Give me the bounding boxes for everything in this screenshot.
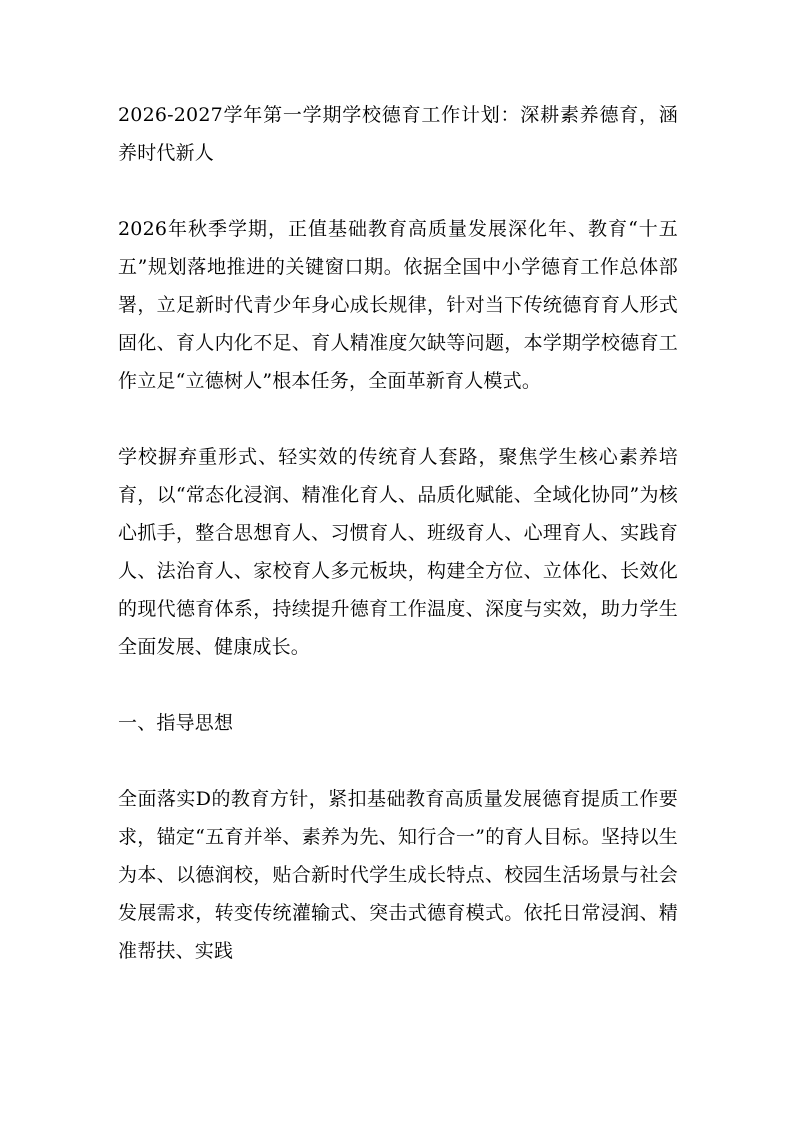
intro-paragraph-1: 2026年秋季学期，正值基础教育高质量发展深化年、教育“十五五”规划落地推进的关键窗口期。依据全国中小学德育工作总体部署，立足新时代青少年身心成长规律，针对当下传统德育育人形式固化、育人内化不足、育人精准度欠缺等问题，本学期学校德育工作立足“立德树人”根本任务，全面革新育人模式。 [118, 218, 678, 392]
section-paragraph: 全面落实D的教育方针，紧扣基础教育高质量发展德育提质工作要求，锚定“五育并举、素养为先、知行合一”的育人目标。坚持以生为本、以德润校，贴合新时代学生成长特点、校园生活场景与社会发展需求，转变传统灌输式、突击式德育模式。依托日常浸润、精准帮扶、实践 [118, 788, 678, 962]
section-heading: 一、指导思想 [118, 712, 234, 734]
document-title: 2026-2027学年第一学期学校德育工作计划：深耕素养德育，涵养时代新人 [118, 104, 678, 164]
document-page [118, 96, 678, 970]
intro-paragraph-2: 学校摒弃重形式、轻实效的传统育人套路，聚焦学生核心素养培育，以“常态化浸润、精准化育人、品质化赋能、全域化协同”为核心抓手，整合思想育人、习惯育人、班级育人、心理育人、实践育人、法治育人、家校育人多元板块，构建全方位、立体化、长效化的现代德育体系，持续提升德育工作温度、深度与实效，助力学生全面发展、健康成长。 [118, 446, 678, 658]
